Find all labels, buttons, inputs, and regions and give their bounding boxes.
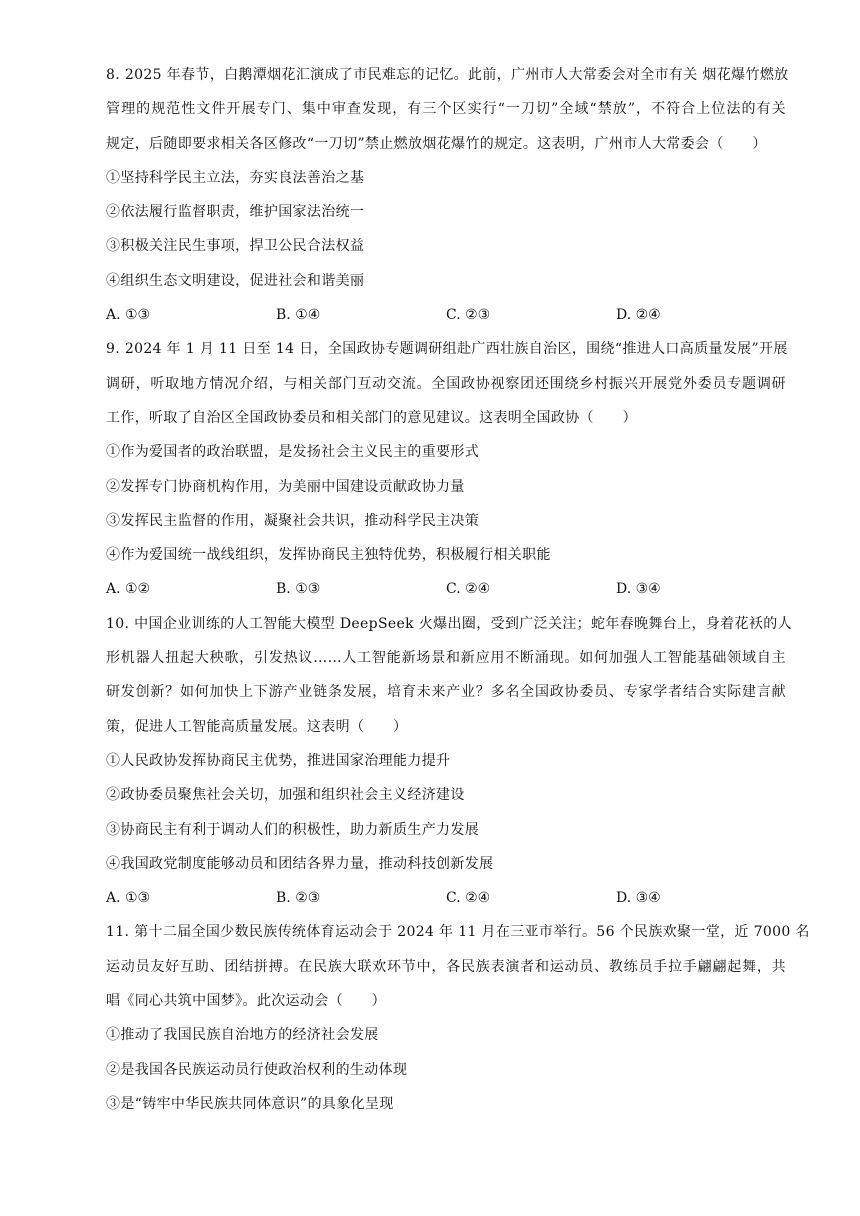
statement-item: ②是我国各民族运动员行使政治权利的生动体现: [106, 1061, 408, 1078]
question-9: [106, 332, 786, 606]
statement-item: ①坚持科学民主立法，夯实良法善治之基: [106, 169, 365, 186]
statement-item: ④组织生态文明建设，促进社会和谐美丽: [106, 272, 365, 289]
choice-d: D. ③④: [616, 581, 661, 598]
statement-item: ①作为爱国者的政治联盟，是发扬社会主义民主的重要形式: [106, 444, 480, 461]
question-10: [106, 607, 792, 916]
choice-d: D. ②④: [616, 307, 661, 324]
answer-choices: [106, 298, 786, 332]
question-stem-line: 运动员友好互助、团结拼搏。在民族大联欢环节中，各民族表演者和运动员、教练员手拉手翩翩起舞，共: [106, 958, 786, 975]
question-stem-line: 研发创新？如何加快上下游产业链条发展，培育未来产业？多名全国政协委员、专家学者结合实际建言献: [106, 684, 786, 701]
choice-c: C. ②③: [446, 307, 491, 324]
question-stem-line: 调研，听取地方情况介绍，与相关部门互动交流。全国政协视察团还围绕乡村振兴开展党外委员专题调研: [106, 375, 786, 392]
statement-item: ①推动了我国民族自治地方的经济社会发展: [106, 1027, 379, 1044]
statement-item: ②依法履行监督职责，维护国家法治统一: [106, 204, 365, 221]
question-stem-line: 规定，后随即要求相关各区修改“一刀切”禁止燃放烟花爆竹的规定。这表明，广州市人大常委会（ ）: [106, 135, 767, 152]
question-stem-line: 形机器人扭起大秧歌，引发热议……人工智能新场景和新应用不断涌现。如何加强人工智能基础领域自主: [106, 650, 786, 667]
choice-c: C. ②④: [446, 581, 491, 598]
statement-item: ③积极关注民生事项，捍卫公民合法权益: [106, 238, 365, 255]
statement-item: ④作为爱国统一战线组织，发挥协商民主独特优势，积极履行相关职能: [106, 547, 551, 564]
question-stem-line: 唱《同心共筑中国梦》。此次运动会（ ）: [106, 993, 386, 1010]
choice-a: A. ①③: [106, 890, 151, 907]
question-11: [106, 915, 810, 1121]
statement-item: ③发挥民主监督的作用，凝聚社会共识，推动科学民主决策: [106, 512, 480, 529]
question-8: [106, 58, 789, 332]
answer-choices: [106, 572, 786, 606]
exam-page: [106, 58, 810, 1121]
question-stem-line: 9. 2024 年 1 月 11 日至 14 日，全国政协专题调研组赴广西壮族自治区，围绕“推进人口高质量发展”开展: [106, 341, 788, 358]
choice-a: A. ①③: [106, 307, 151, 324]
statement-item: ③协商民主有利于调动人们的积极性，助力新质生产力发展: [106, 821, 480, 838]
choice-a: A. ①②: [106, 581, 151, 598]
question-stem-line: 11. 第十二届全国少数民族传统体育运动会于 2024 年 11 月在三亚市举行。56 个民族欢聚一堂，近 7000 名: [106, 924, 810, 941]
question-stem-line: 8. 2025 年春节，白鹅潭烟花汇演成了市民难忘的记忆。此前，广州市人大常委会对全市有关 烟花爆竹燃放: [106, 67, 789, 83]
answer-choices: [106, 881, 786, 915]
statement-item: ②政协委员聚焦社会关切，加强和组织社会主义经济建设: [106, 787, 465, 804]
question-stem-line: 10. 中国企业训练的人工智能大模型 DeepSeek 火爆出圈，受到广泛关注；蛇年春晚舞台上，身着花袄的人: [106, 615, 792, 632]
question-stem-line: 管理的规范性文件开展专门、集中审查发现，有三个区实行“一刀切”全域“禁放”，不符合上位法的有关: [106, 101, 786, 118]
choice-b: B. ①③: [276, 581, 321, 598]
statement-item: ②发挥专门协商机构作用，为美丽中国建设贡献政协力量: [106, 478, 465, 495]
statement-item: ③是“铸牢中华民族共同体意识”的具象化呈现: [106, 1095, 394, 1112]
statement-item: ①人民政协发挥协商民主优势，推进国家治理能力提升: [106, 752, 451, 769]
choice-b: B. ①④: [276, 307, 321, 324]
statement-item: ④我国政党制度能够动员和团结各界力量，推动科技创新发展: [106, 855, 494, 872]
choice-c: C. ②④: [446, 890, 491, 907]
question-stem-line: 工作，听取了自治区全国政协委员和相关部门的意见建议。这表明全国政协（ ）: [106, 409, 637, 426]
question-stem-line: 策，促进人工智能高质量发展。这表明（ ）: [106, 718, 408, 735]
choice-d: D. ③④: [616, 890, 661, 907]
choice-b: B. ②③: [276, 890, 321, 907]
